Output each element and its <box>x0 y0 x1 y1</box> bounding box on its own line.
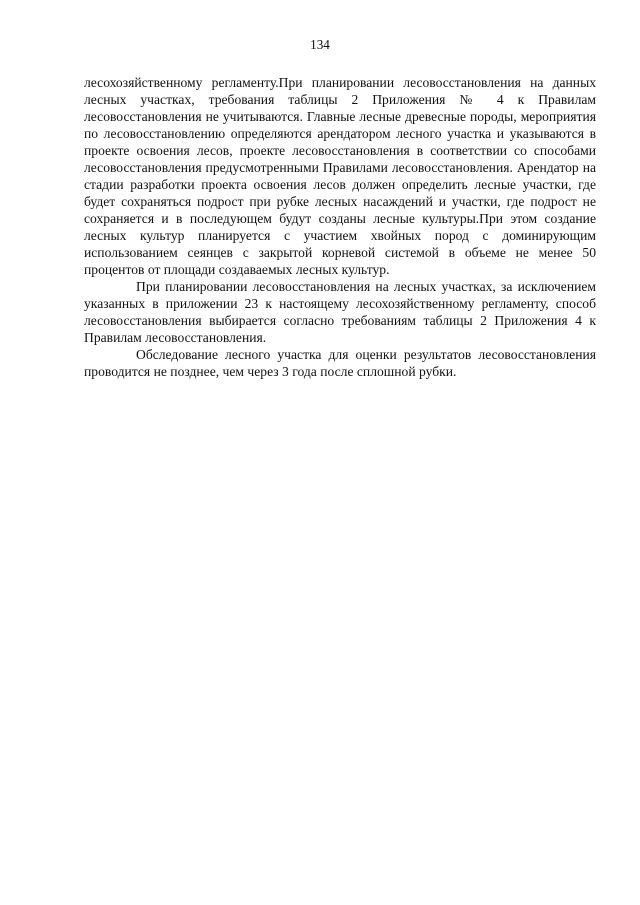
paragraph-survey-deadline: Обследование лесного участка для оценки результатов лесовосстановления проводится не позднее, чем через 3 года после сплошной рубки. <box>84 347 596 379</box>
paragraph-continuation: лесохозяйственному регламенту.При планировании лесовосстановления на данных лесных участках, требования таблицы 2 Приложения № 4 к Правилам лесовосстановления не учитываются. Главные лесные древесные породы, мероприятия по лесовосстановлению определяются арендатором лесного участка и указываются в проекте освоения лесов, проекте лесовосстановления в соответствии со способами лесовосстановления предусмотренными Правилами лесовосстановления. Арендатор на стадии разработки проекта освоения лесов должен определить лесные участки, где будет сохраняться подрост при рубке лесных насаждений и участки, где подрост не сохраняется и в последующем будут созданы лесные культуры.При этом создание лесных культур планируется с участием хвойных пород с доминирующим использованием сеянцев с закрытой корневой системой в объеме не менее 50 процентов от площади создаваемых лесных культур. <box>84 75 596 277</box>
page-number: 134 <box>310 37 330 52</box>
paragraph-reforestation-method: При планировании лесовосстановления на лесных участках, за исключением указанных в приложении 23 к настоящему лесохозяйственному регламенту, способ лесовосстановления выбирается согласно требованиям таблицы 2 Приложения 4 к Правилам лесовосстановления. <box>84 279 596 345</box>
body-text <box>84 74 596 380</box>
